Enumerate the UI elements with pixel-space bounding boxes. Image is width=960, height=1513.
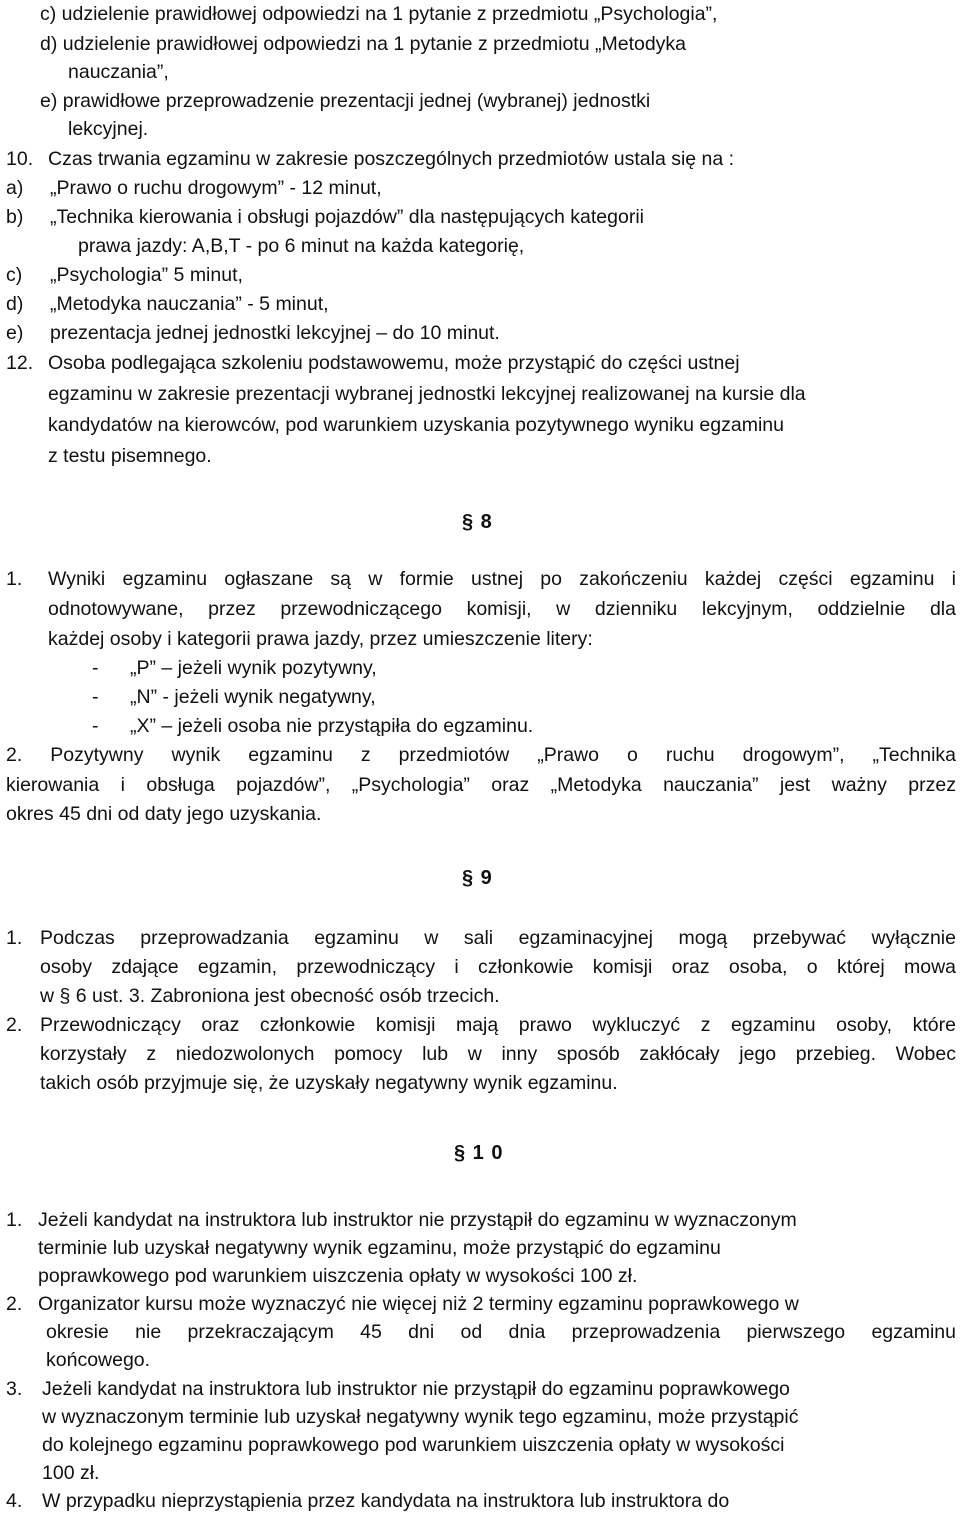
s8-dash-3: - bbox=[92, 715, 99, 737]
s9-item-2-line-1: Przewodniczący oraz członkowie komisji mają prawo wykluczyć z egzaminu osoby, które bbox=[40, 1014, 956, 1036]
item-10-b-cont: prawa jazdy: A,B,T - po 6 minut na każda kategorię, bbox=[78, 235, 525, 257]
item-10-label-e: e) bbox=[6, 322, 24, 344]
section-heading-10: § 1 0 bbox=[454, 1142, 504, 1164]
section-heading-9: § 9 bbox=[462, 867, 493, 889]
s8-option-n: „N” - jeżeli wynik negatywny, bbox=[130, 686, 376, 708]
item-12-line-4: z testu pisemnego. bbox=[48, 445, 212, 467]
s9-item-2-line-3: takich osób przyjmuje się, że uzyskały negatywny wynik egzaminu. bbox=[40, 1072, 618, 1094]
item-10-label-c: c) bbox=[6, 264, 23, 286]
s9-item-1-line-2: osoby zdające egzamin, przewodniczący i członkowie komisji oraz osoba, o której mowa bbox=[40, 956, 956, 978]
item-10-a: „Prawo o ruchu drogowym” - 12 minut, bbox=[50, 177, 382, 199]
s10-item-number-2: 2. bbox=[6, 1293, 23, 1315]
s8-option-p: „P” – jeżeli wynik pozytywny, bbox=[130, 657, 377, 679]
s10-item-3-line-3: do kolejnego egzaminu poprawkowego pod warunkiem uiszczenia opłaty w wysokości bbox=[42, 1434, 785, 1456]
s10-item-1-line-1: Jeżeli kandydat na instruktora lub instruktor nie przystąpił do egzaminu w wyznaczonym bbox=[38, 1209, 797, 1231]
s10-item-3-line-2: w wyznaczonym terminie lub uzyskał negatywny wynik tego egzaminu, może przystąpić bbox=[42, 1406, 799, 1428]
s8-item-1-line-3: każdej osoby i kategorii prawa jazdy, przez umieszczenie litery: bbox=[48, 628, 593, 650]
s8-item-2-line-1: 2. Pozytywny wynik egzaminu z przedmiotów „Prawo o ruchu drogowym”, „Technika bbox=[6, 744, 956, 766]
s10-item-number-1: 1. bbox=[6, 1209, 23, 1231]
s8-item-2-line-3: okres 45 dni od daty jego uzyskania. bbox=[6, 803, 322, 825]
list-item-e-cont: lekcyjnej. bbox=[68, 118, 149, 140]
item-10-label-d: d) bbox=[6, 293, 24, 315]
s10-item-3-line-1: Jeżeli kandydat na instruktora lub instruktor nie przystąpił do egzaminu poprawkowego bbox=[42, 1378, 790, 1400]
section-heading-8: § 8 bbox=[462, 511, 493, 533]
s9-item-2-line-2: korzystały z niedozwolonych pomocy lub w inny sposób zakłócały jego przebieg. Wobec bbox=[40, 1043, 956, 1065]
item-12-line-3: kandydatów na kierowców, pod warunkiem uzyskania pozytywnego wyniku egzaminu bbox=[48, 414, 784, 436]
s8-dash-1: - bbox=[92, 657, 99, 679]
list-item-e: e) prawidłowe przeprowadzenie prezentacji jednej (wybranej) jednostki bbox=[40, 90, 651, 112]
list-item-d-cont: nauczania”, bbox=[68, 61, 169, 83]
s8-item-2-line-2: kierowania i obsługa pojazdów”, „Psychologia” oraz „Metodyka nauczania” jest ważny przez bbox=[6, 774, 956, 796]
item-10-label-a: a) bbox=[6, 177, 24, 199]
item-10-c: „Psychologia” 5 minut, bbox=[50, 264, 243, 286]
item-10-text: Czas trwania egzaminu w zakresie poszczególnych przedmiotów ustala się na : bbox=[48, 148, 735, 170]
item-10-d: „Metodyka nauczania” - 5 minut, bbox=[50, 293, 329, 315]
s8-dash-2: - bbox=[92, 686, 99, 708]
s10-item-3-line-4: 100 zł. bbox=[42, 1462, 100, 1484]
item-10-e: prezentacja jednej jednostki lekcyjnej – do 10 minut. bbox=[50, 322, 500, 344]
s8-option-x: „X” – jeżeli osoba nie przystąpiła do egzaminu. bbox=[130, 715, 534, 737]
s10-item-4-line-1: W przypadku nieprzystąpienia przez kandydata na instruktora lub instruktora do bbox=[42, 1490, 730, 1512]
s10-item-number-3: 3. bbox=[6, 1378, 23, 1400]
s10-item-2-line-3: końcowego. bbox=[46, 1349, 151, 1371]
s9-item-1-line-3: w § 6 ust. 3. Zabroniona jest obecność osób trzecich. bbox=[40, 985, 500, 1007]
list-item-c: c) udzielenie prawidłowej odpowiedzi na 1 pytanie z przedmiotu „Psychologia”, bbox=[40, 3, 718, 25]
s9-item-number-1: 1. bbox=[6, 927, 23, 949]
s10-item-number-4: 4. bbox=[6, 1490, 23, 1512]
s10-item-2-line-1: Organizator kursu może wyznaczyć nie więcej niż 2 terminy egzaminu poprawkowego w bbox=[38, 1293, 799, 1315]
s8-item-number-1: 1. bbox=[6, 568, 23, 590]
item-10-b: „Technika kierowania i obsługi pojazdów” dla następujących kategorii bbox=[50, 206, 644, 228]
list-item-d: d) udzielenie prawidłowej odpowiedzi na 1 pytanie z przedmiotu „Metodyka bbox=[40, 33, 687, 55]
item-number-12: 12. bbox=[6, 352, 34, 374]
s9-item-1-line-1: Podczas przeprowadzania egzaminu w sali egzaminacyjnej mogą przebywać wyłącznie bbox=[40, 927, 956, 949]
s8-item-1-line-2: odnotowywane, przez przewodniczącego komisji, w dzienniku lekcyjnym, oddzielnie dla bbox=[48, 598, 956, 620]
s8-item-1-line-1: Wyniki egzaminu ogłaszane są w formie ustnej po zakończeniu każdej części egzaminu i bbox=[48, 568, 956, 590]
item-number-10: 10. bbox=[6, 148, 34, 170]
item-12-line-1: Osoba podlegająca szkoleniu podstawowemu, może przystąpić do części ustnej bbox=[48, 352, 740, 374]
item-10-label-b: b) bbox=[6, 206, 24, 228]
s10-item-1-line-3: poprawkowego pod warunkiem uiszczenia opłaty w wysokości 100 zł. bbox=[38, 1265, 638, 1287]
s10-item-2-line-2: okresie nie przekraczającym 45 dni od dnia przeprowadzenia pierwszego egzaminu bbox=[46, 1321, 956, 1343]
s10-item-1-line-2: terminie lub uzyskał negatywny wynik egzaminu, może przystąpić do egzaminu bbox=[38, 1237, 721, 1259]
item-12-line-2: egzaminu w zakresie prezentacji wybranej jednostki lekcyjnej realizowanej na kursie dla bbox=[48, 383, 806, 405]
s9-item-number-2: 2. bbox=[6, 1014, 23, 1036]
